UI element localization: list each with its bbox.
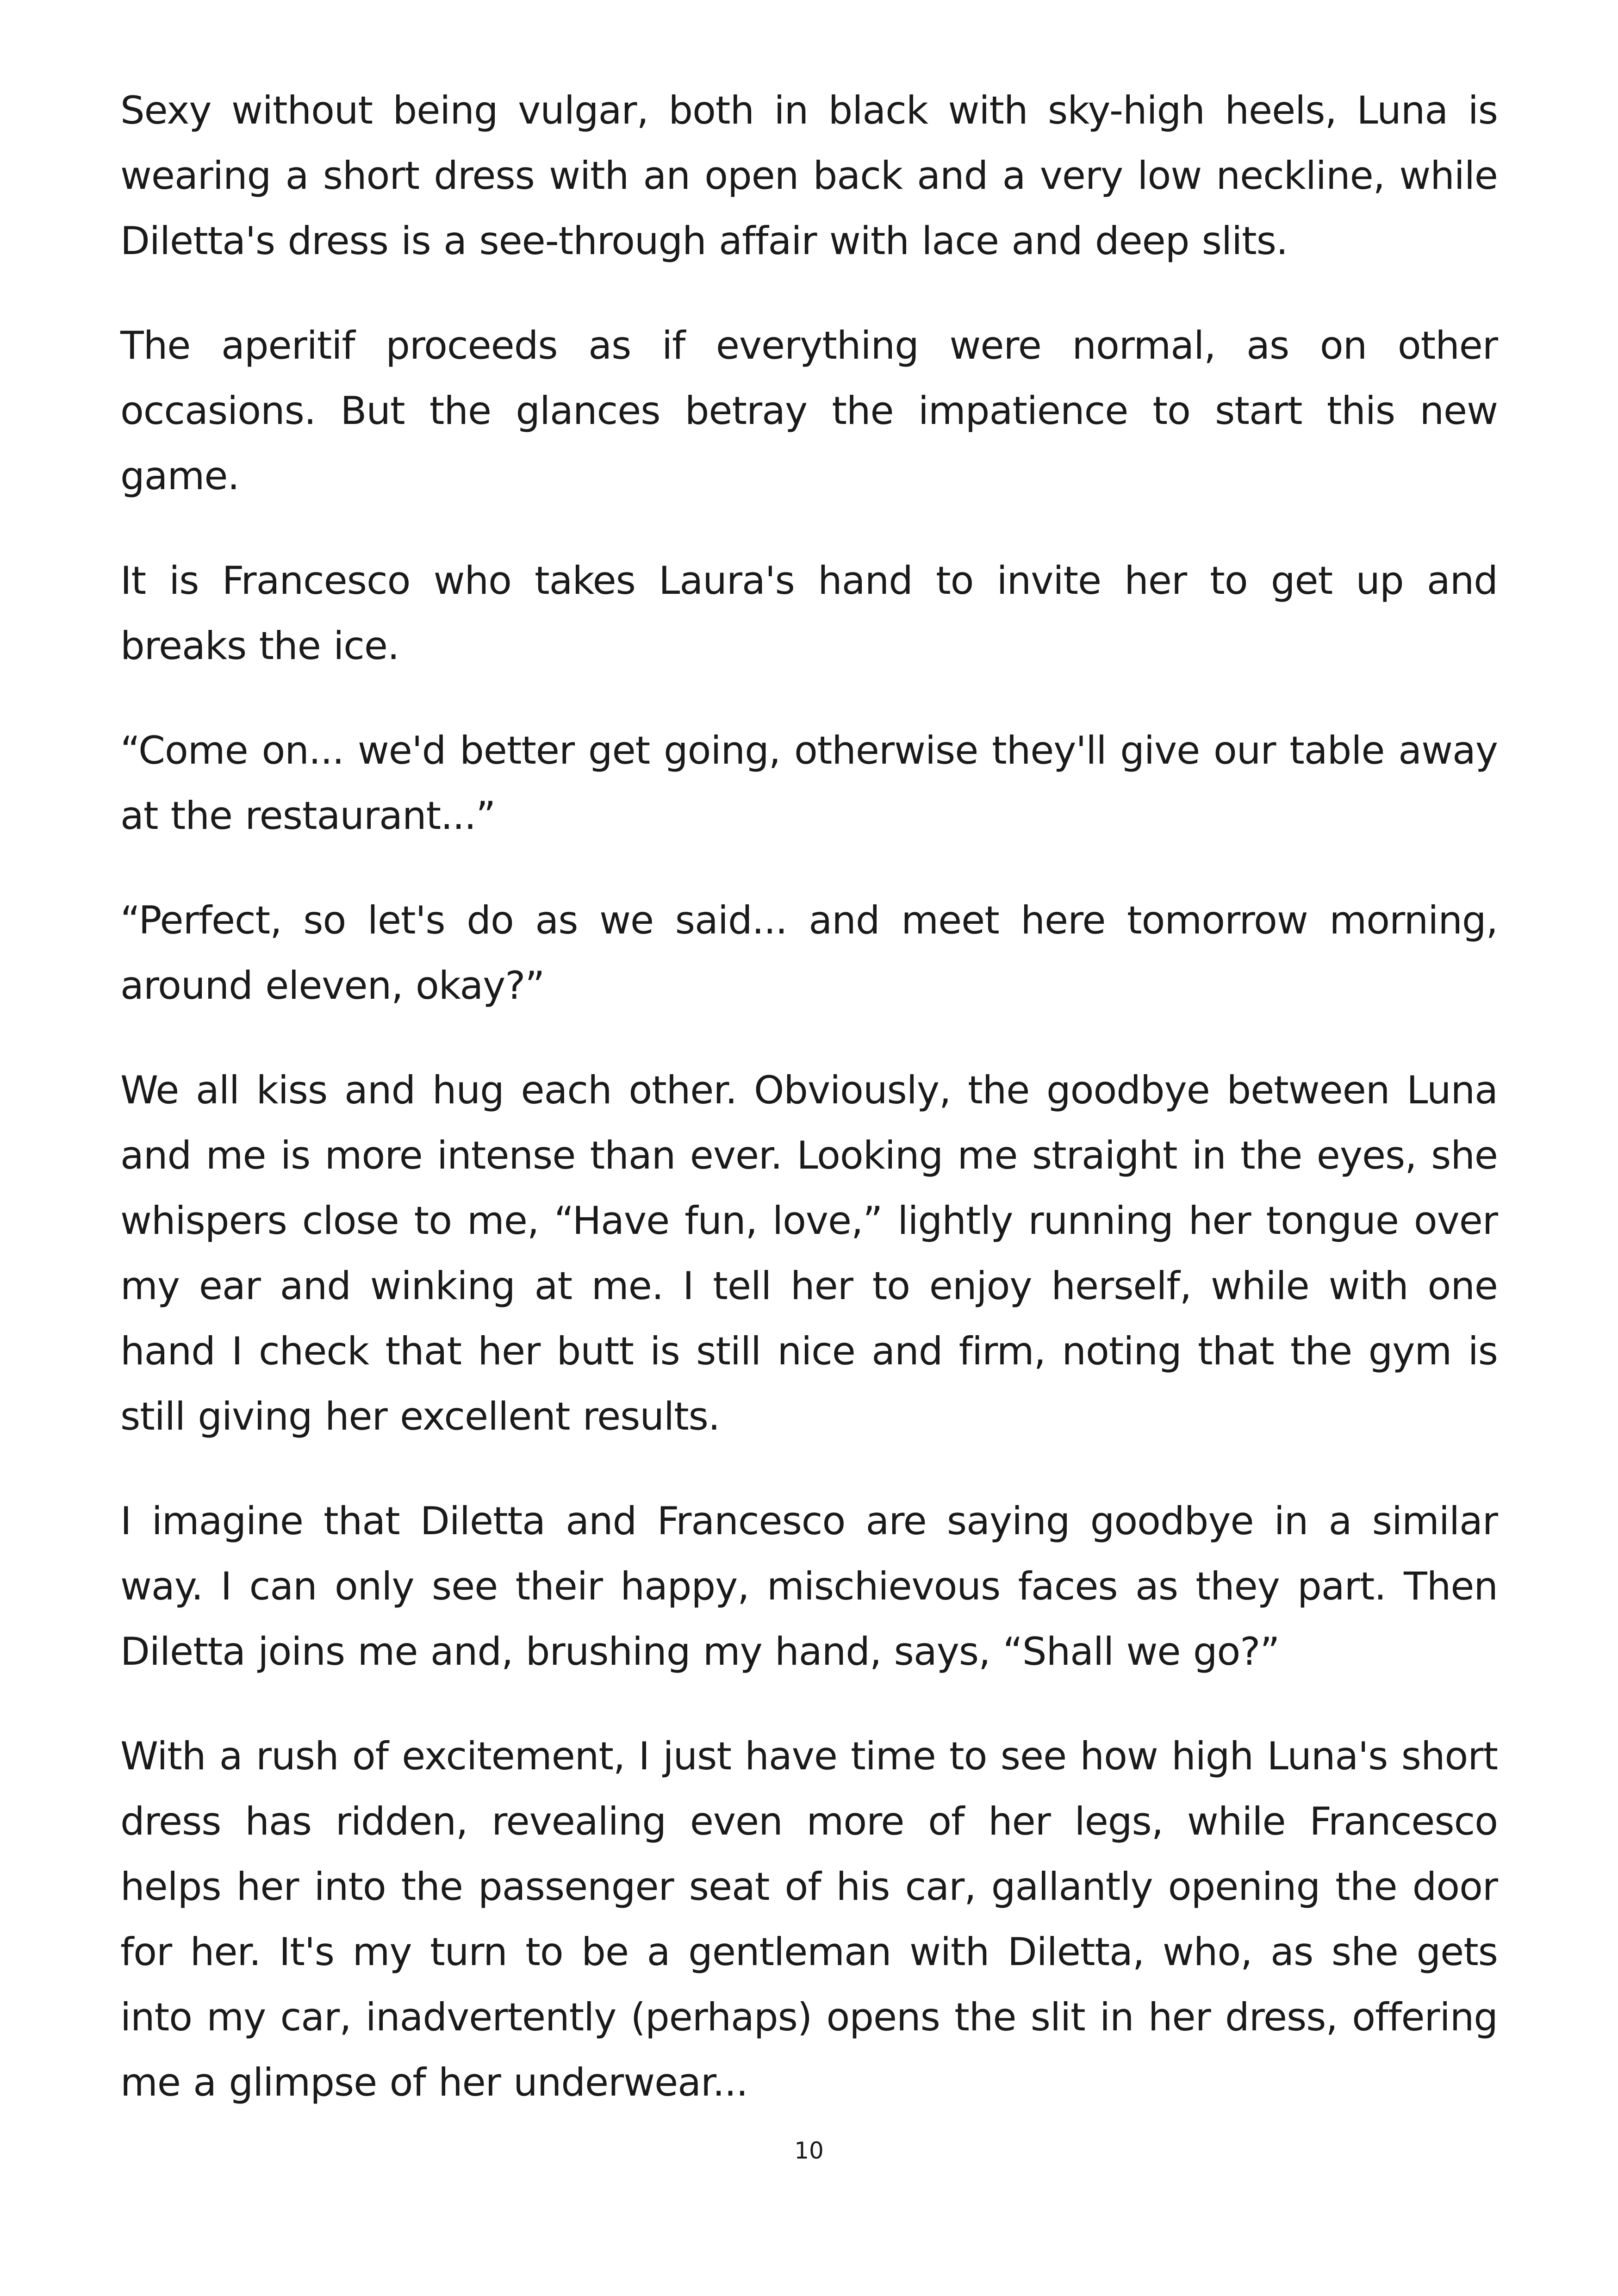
paragraph: Sexy without being vulgar, both in black with sky-high heels, Luna is wearing a short dress with an open back and a very low neckline, while Diletta's dress is a see-through affair with lace and deep slits. — [120, 88, 1498, 263]
paragraph: “Come on... we'd better get going, otherwise they'll give our table away at the restaurant...” — [120, 728, 1498, 838]
page-number: 10 — [794, 2137, 824, 2164]
paragraph: The aperitif proceeds as if everything were normal, as on other occasions. But the glances betray the impatience to start this new game. — [120, 323, 1498, 498]
paragraph: It is Francesco who takes Laura's hand to invite her to get up and breaks the ice. — [120, 558, 1498, 668]
body-text — [120, 78, 1498, 2154]
paragraph: I imagine that Diletta and Francesco are saying goodbye in a similar way. I can only see their happy, mischievous faces as they part. Then Diletta joins me and, brushing my hand, says, “Shall we go?” — [120, 1499, 1498, 1674]
paragraph: “Perfect, so let's do as we said... and meet here tomorrow morning, around eleven, okay?” — [120, 898, 1498, 1008]
paragraph: With a rush of excitement, I just have time to see how high Luna's short dress has ridden, revealing even more of her legs, while Francesco helps her into the passenger seat of his car, gallantly opening the door for her. It's my turn to be a gentleman with Diletta, who, as she gets into my car, inadvertently (perhaps) opens the slit in her dress, offering me a glimpse of her underwear... — [120, 1734, 1498, 2105]
paragraph: We all kiss and hug each other. Obviously, the goodbye between Luna and me is more intense than ever. Looking me straight in the eyes, she whispers close to me, “Have fun, love,” lightly running her tongue over my ear and winking at me. I tell her to enjoy herself, while with one hand I check that her butt is still nice and firm, noting that the gym is still giving her excellent results. — [120, 1068, 1498, 1439]
